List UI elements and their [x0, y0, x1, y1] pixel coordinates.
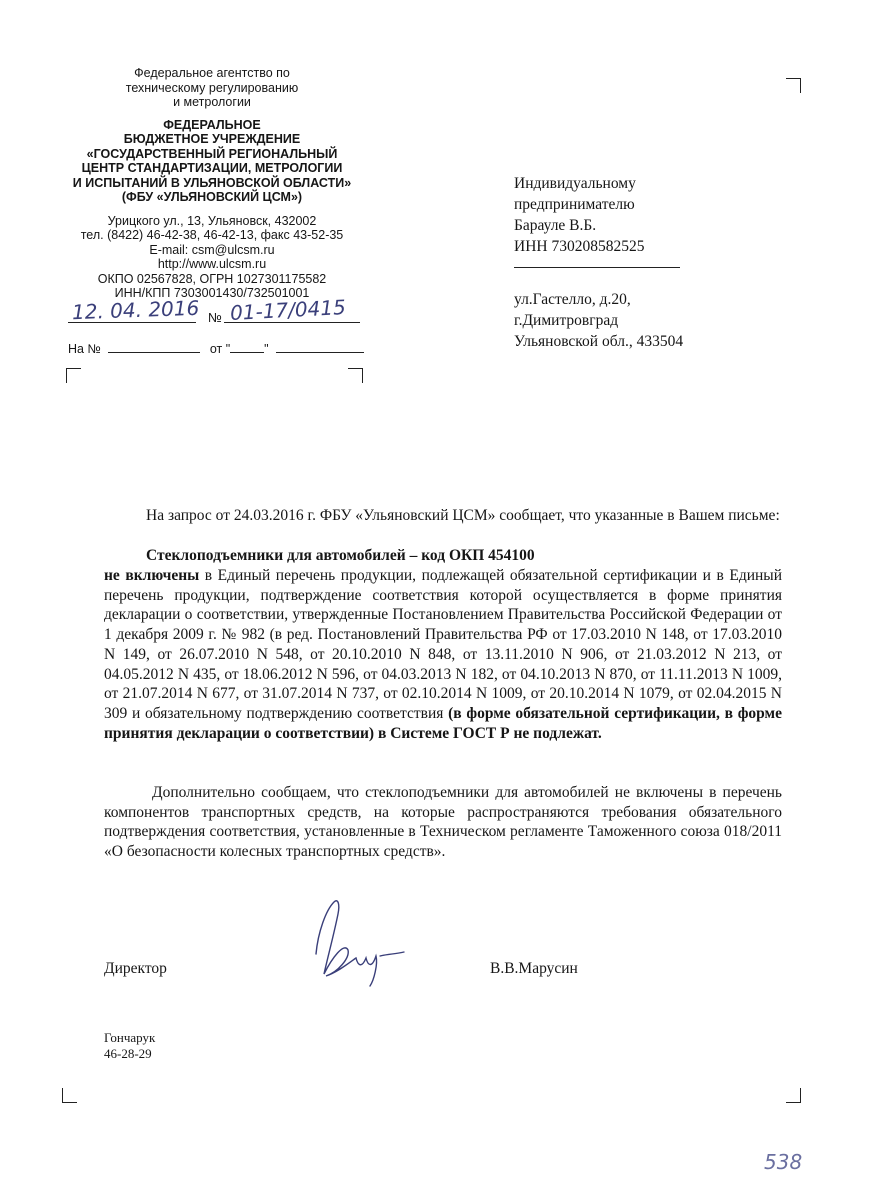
number-label: №	[208, 310, 222, 325]
signature-position: Директор	[104, 960, 167, 977]
ref-from-label: от "	[209, 342, 231, 356]
contact-line: ИНН/КПП 7303001430/732501001	[114, 286, 310, 300]
ref-number-blank	[108, 352, 200, 353]
body-paragraph-main	[104, 566, 782, 743]
ref-label: На №	[68, 342, 101, 356]
header-corner-top-left	[66, 368, 81, 383]
address-line: ул.Гастелло, д.20,	[514, 291, 631, 308]
org-line: (ФБУ «УЛЬЯНОВСКИЙ ЦСМ»)	[121, 190, 303, 204]
not-included-bold: не включены	[104, 567, 200, 584]
org-line: БЮДЖЕТНОЕ УЧРЕЖДЕНИЕ	[123, 132, 301, 146]
address-line: г.Димитровград	[514, 312, 619, 329]
reference-row	[68, 342, 364, 356]
org-line: И ИСПЫТАНИЙ В УЛЬЯНОВСКОЙ ОБЛАСТИ»	[72, 175, 352, 190]
agency-line: Федеральное агентство по	[134, 66, 290, 80]
body-paragraph-additional	[104, 783, 782, 862]
recipient-corner-top-right	[786, 78, 801, 93]
executor-block	[104, 1030, 155, 1062]
recipient-divider	[514, 257, 680, 268]
agency-line: техническому регулированию	[125, 80, 299, 95]
product-title: Стеклоподъемники для автомобилей – код ОКП 454100	[146, 547, 535, 564]
body-paragraph-intro	[104, 506, 782, 526]
recipient-line: предпринимателю	[514, 196, 635, 213]
org-line: «ГОСУДАРСТВЕННЫЙ РЕГИОНАЛЬНЫЙ	[86, 146, 338, 161]
signatory-name: В.В.Марусин	[490, 960, 578, 977]
intro-text: На запрос от 24.03.2016 г. ФБУ «Ульяновский ЦСМ» сообщает, что указанные в Вашем письме:	[146, 507, 780, 524]
footer-corner-bottom-right	[786, 1088, 801, 1103]
date-handwritten: 12. 04. 2016	[71, 295, 200, 325]
main-text-regular: в Единый перечень продукции, подлежащей обязательной сертификации и в Единый перечень продукции, подтверждение соответствия которой осуществляется в форме принятия декларации о соответствии, утвержденные Постановлением Правительства Российской Федерации от 1 декабря 2009 г. № 982 (в ред. Постановлений Правительства РФ от 17.03.2010 N 148, от 17.03.2010 N 149, от 26.07.2010 N 548, от 20.10.2010 N 848, от 13.11.2010 N 906, от 21.03.2012 N 213, от 04.05.2012 N 435, от 18.06.2012 N 596, от 04.03.2013 N 182, от 04.10.2013 N 870, от 11.11.2013 N 1009, от 21.07.2014 N 677, от 31.07.2014 N 737, от 02.10.2014 N 1009, от 20.10.2014 N 1079, от 02.04.2015 N 309 и обязательному подтверждению соответствия	[104, 567, 782, 722]
recipient-line: Барауле В.Б.	[514, 217, 597, 234]
contact-line: ОКПО 02567828, ОГРН 1027301175582	[97, 271, 327, 286]
contact-line: тел. (8422) 46-42-38, 46-42-13, факс 43-52-35	[80, 228, 344, 242]
ref-quote-close: "	[264, 342, 269, 356]
contact-line: http://www.ulcsm.ru	[157, 257, 267, 271]
address-line: Ульяновской обл., 433504	[514, 333, 684, 350]
contact-line: E-mail: csm@ulcsm.ru	[149, 242, 275, 257]
number-handwritten: 01-17/0415	[229, 294, 347, 326]
letterhead	[58, 66, 366, 301]
main-text-bold-end: (в форме обязательной сертификации, в форме принятия декларации о соответствии) в Системе ГОСТ Р не подлежат.	[104, 704, 782, 742]
ref-day-blank	[230, 352, 264, 353]
recipient-block	[514, 173, 680, 268]
agency-line: и метрологии	[173, 95, 251, 109]
outgoing-date-row	[68, 296, 362, 330]
ref-date-blank	[276, 352, 364, 353]
header-corner-top-right	[348, 368, 363, 383]
executor-phone: 46-28-29	[104, 1046, 152, 1061]
org-line: ФЕДЕРАЛЬНОЕ	[163, 117, 261, 132]
org-line: ЦЕНТР СТАНДАРТИЗАЦИИ, МЕТРОЛОГИИ	[81, 161, 343, 175]
recipient-line: Индивидуальному	[514, 175, 636, 192]
contact-line: Урицкого ул., 13, Ульяновск, 432002	[107, 213, 317, 228]
main-text	[104, 566, 782, 743]
additional-text: Дополнительно сообщаем, что стеклоподъемники для автомобилей не включены в перечень компонентов транспортных средств, на которые распространяются требования обязательного подтверждения соответствия, установленные в Техническом регламенте Таможенного союза 018/2011 «О безопасности колесных транспортных средств».	[104, 784, 782, 861]
page-number-handwritten: 538	[764, 1150, 803, 1174]
recipient-address	[514, 289, 683, 352]
recipient-line: ИНН 730208582525	[514, 238, 645, 255]
footer-corner-bottom-left	[62, 1088, 77, 1103]
handwritten-signature-image	[304, 892, 414, 988]
executor-name: Гончарук	[104, 1030, 156, 1045]
